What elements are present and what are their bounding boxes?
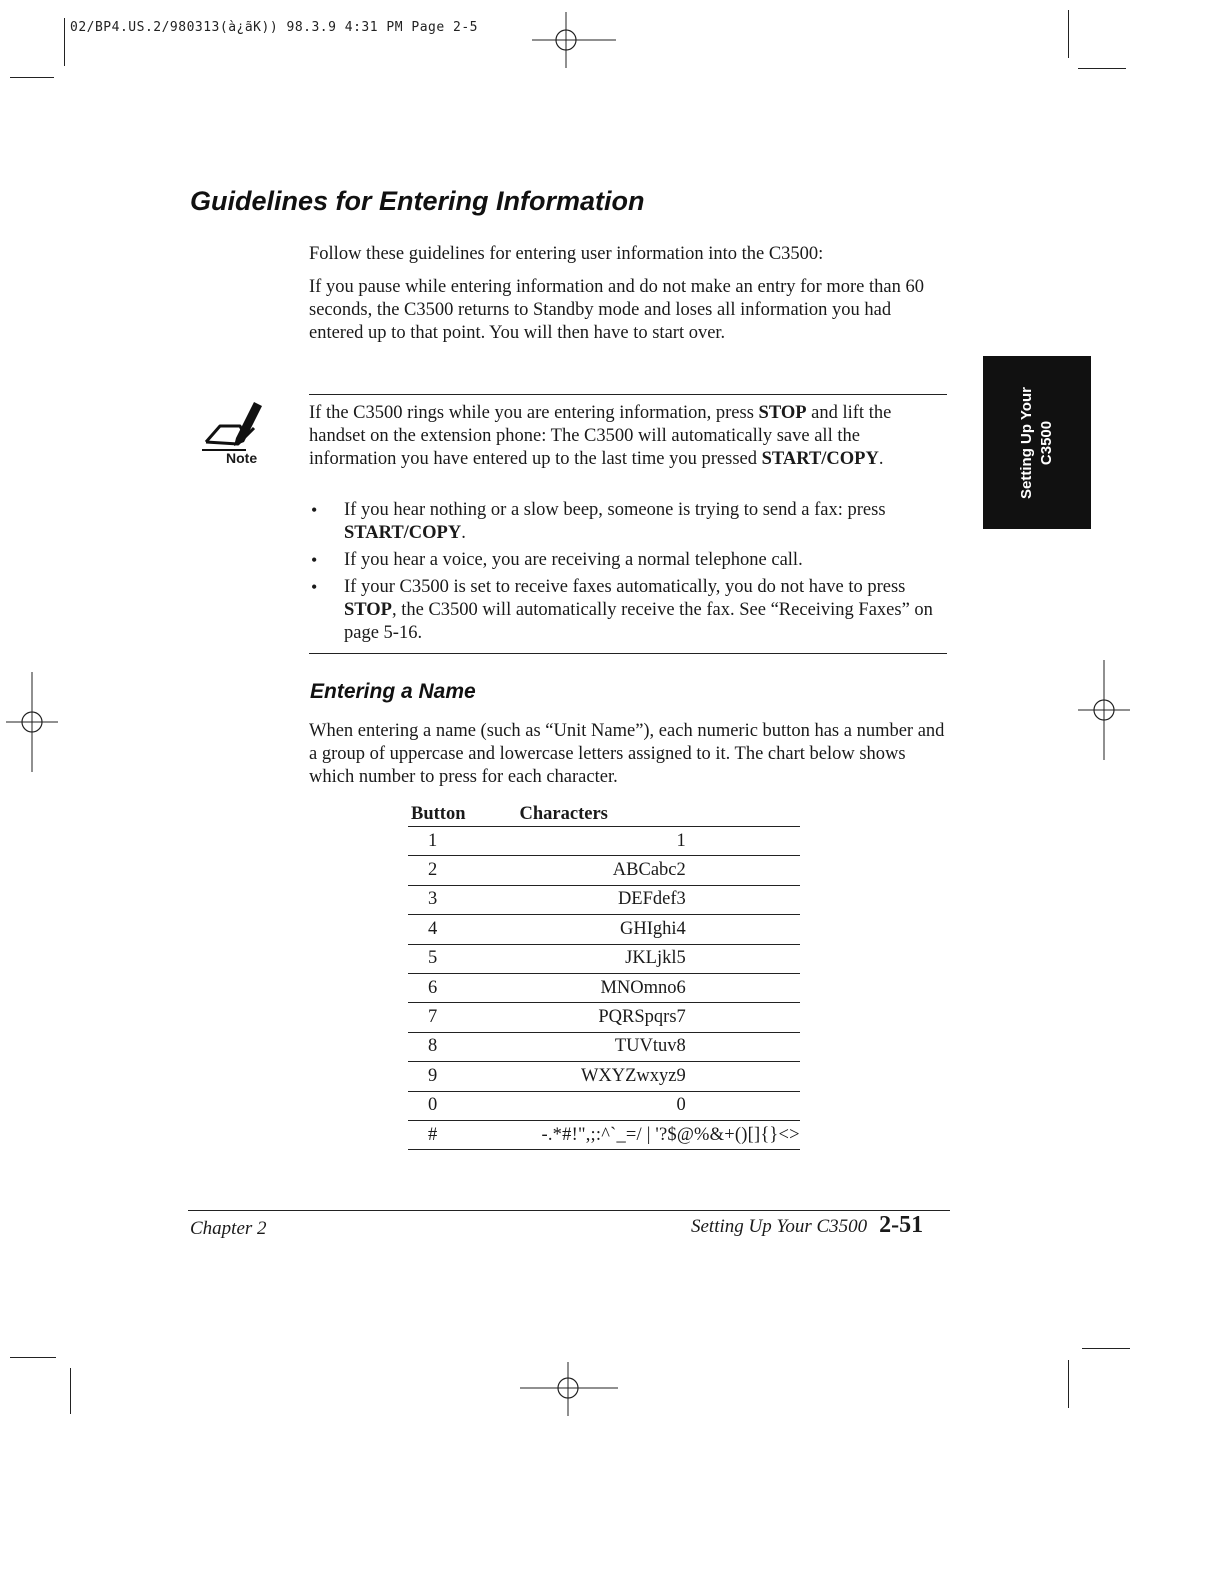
note-bullet-list [309, 499, 949, 649]
crop-mark [70, 1368, 71, 1414]
page-title: Guidelines for Entering Information [190, 186, 645, 216]
print-slug: 02/BP4.US.2/980313(à¿ãK)) 98.3.9 4:31 PM Page 2-5 [70, 20, 479, 35]
table-row: 2 ABCabc2 [408, 856, 800, 885]
note-paragraph: If the C3500 rings while you are entering information, press STOP and lift the handset on the extension phone: The C3500 will automatically save all the information you have entered up to the last time you pressed START/COPY. [309, 403, 892, 469]
registration-mark-icon [532, 12, 616, 68]
table-row: 1 1 [408, 827, 800, 856]
chapter-side-tab [983, 356, 1091, 529]
table-row: 5 JKLjkl5 [408, 944, 800, 973]
start-copy-key-label: START/COPY [761, 449, 879, 469]
bullet-icon: • [311, 577, 318, 597]
bullet-icon: • [311, 500, 318, 520]
crop-mark [1078, 68, 1126, 69]
stop-key-label: STOP [758, 403, 807, 423]
section-heading: Entering a Name [310, 680, 476, 703]
registration-mark-icon [6, 672, 58, 772]
table-row: 4 GHIghi4 [408, 915, 800, 944]
crop-mark [64, 18, 65, 66]
character-chart-table [408, 803, 800, 1150]
registration-mark-icon [1078, 660, 1130, 760]
note-label: Note [226, 450, 258, 466]
column-header-button: Button [408, 803, 466, 827]
intro-paragraph: Follow these guidelines for entering user information into the C3500: [309, 244, 824, 264]
bullet-icon: • [311, 550, 318, 570]
table-header-row [408, 803, 800, 827]
column-header-characters: Characters [466, 803, 800, 827]
table-row: 7 PQRSpqrs7 [408, 1003, 800, 1032]
list-item: • If you hear nothing or a slow beep, someone is trying to send a fax: press START/COPY. [311, 500, 886, 543]
table-row: # -.*#!",;:^`_=/ | '?$@%&+()[]{}<> [408, 1120, 800, 1149]
name-intro-paragraph: When entering a name (such as “Unit Name”), each numeric button has a number and a group of uppercase and lowercase letters assigned to it. The chart below shows which number to press for each character. [309, 721, 945, 787]
list-item: • If you hear a voice, you are receiving a normal telephone call. [311, 550, 803, 570]
footer-rule [188, 1210, 950, 1211]
table-row: 9 WXYZwxyz9 [408, 1062, 800, 1091]
footer-chapter: Chapter 2 [190, 1218, 267, 1239]
crop-mark [1068, 1360, 1069, 1408]
note-top-rule [309, 394, 947, 395]
table-row: 8 TUVtuv8 [408, 1032, 800, 1061]
pause-paragraph: If you pause while entering information and do not make an entry for more than 60 seconds, the C3500 returns to Standby mode and loses all information you had entered up to that point. You will then have to start over. [309, 277, 924, 343]
table-row: 0 0 [408, 1091, 800, 1120]
side-tab-line-1: Setting Up Your [1018, 386, 1035, 499]
crop-mark [10, 1357, 56, 1358]
side-tab-line-2: C3500 [1038, 420, 1055, 465]
registration-mark-icon [520, 1362, 618, 1416]
crop-mark [1068, 10, 1069, 58]
table-row: 3 DEFdef3 [408, 885, 800, 914]
crop-mark [10, 77, 54, 78]
page-number: 2-51 [879, 1212, 924, 1238]
footer-section-title: Setting Up Your C3500 [691, 1216, 868, 1237]
list-item: • If your C3500 is set to receive faxes automatically, you do not have to press STOP, the C3500 will automatically receive the fax. See “Receiving Faxes” on page 5-16. [311, 577, 933, 643]
note-bottom-rule [309, 653, 947, 654]
table-row: 6 MNOmno6 [408, 973, 800, 1002]
footer-section [691, 1212, 923, 1239]
crop-mark [1082, 1348, 1130, 1349]
